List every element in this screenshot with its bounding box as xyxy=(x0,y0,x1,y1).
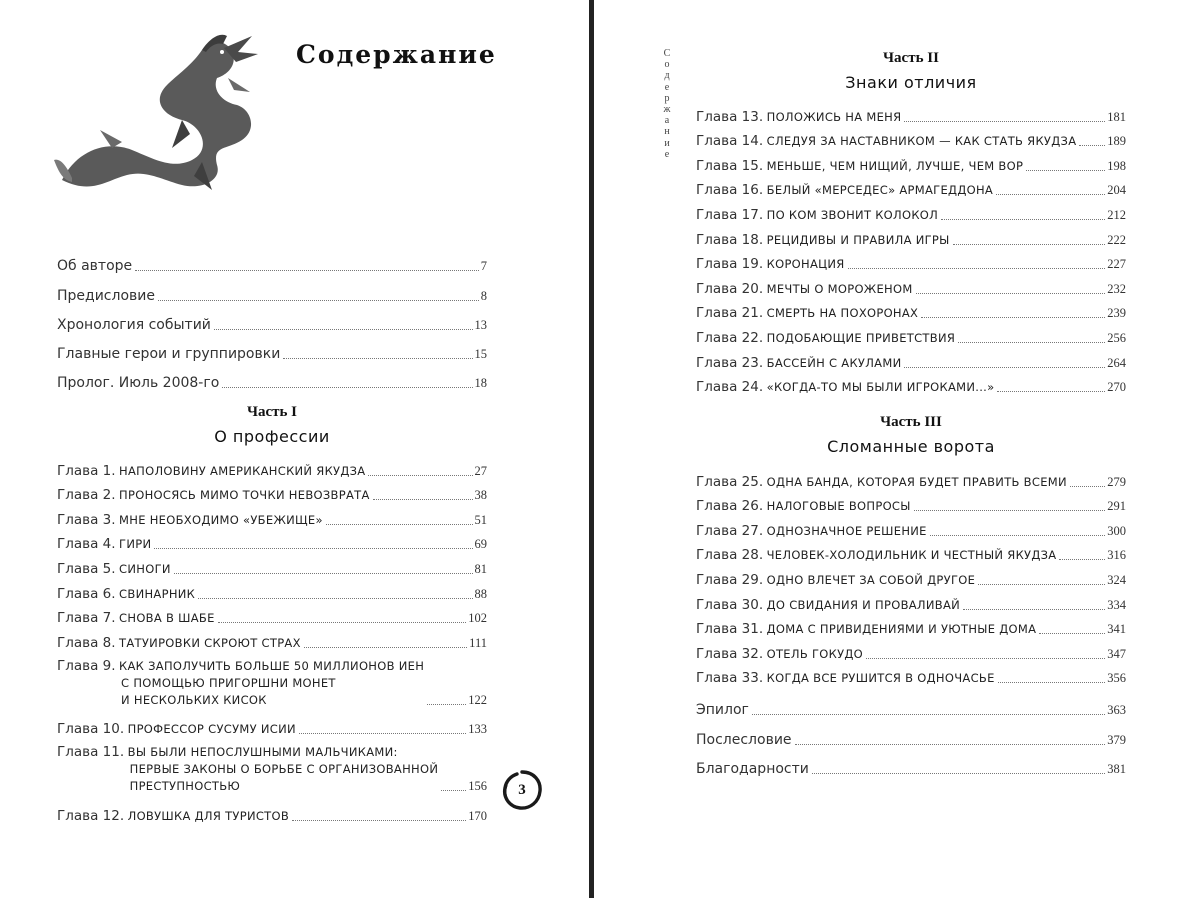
toc-entry[interactable] xyxy=(696,719,1126,748)
running-header-letter: С xyxy=(663,48,671,59)
chapter-page: 88 xyxy=(474,586,487,601)
chapter-number: Глава 32. xyxy=(696,645,764,662)
chapter-title: СМЕРТЬ НА ПОХОРОНАХ xyxy=(766,306,919,321)
chapter-entry[interactable] xyxy=(57,480,487,505)
entry-page: 379 xyxy=(1107,732,1126,747)
chapter-page: 189 xyxy=(1107,134,1126,149)
leader-dots xyxy=(1039,633,1105,634)
chapter-entry[interactable] xyxy=(57,504,487,529)
leader-dots xyxy=(1070,486,1105,487)
leader-dots xyxy=(866,658,1105,659)
chapter-title: «КОГДА-ТО МЫ БЫЛИ ИГРОКАМИ...» xyxy=(766,380,995,395)
running-header-letter: е xyxy=(664,148,670,160)
chapter-title: ЛОВУШКА ДЛЯ ТУРИСТОВ xyxy=(127,808,290,823)
chapter-page: 270 xyxy=(1107,380,1126,395)
chapter-entry[interactable] xyxy=(57,578,487,603)
running-header-letter: р xyxy=(664,92,670,104)
toc-entry[interactable] xyxy=(696,690,1126,719)
chapter-page: 279 xyxy=(1107,474,1126,489)
chapter-number: Глава 24. xyxy=(696,379,764,396)
chapter-title: ОДНОЗНАЧНОЕ РЕШЕНИЕ xyxy=(766,523,927,538)
leader-dots xyxy=(941,219,1105,220)
chapter-title: СВИНАРНИК xyxy=(119,586,196,601)
chapter-number: Глава 16. xyxy=(696,182,764,199)
chapter-page: 102 xyxy=(468,611,487,626)
leader-dots xyxy=(795,744,1106,745)
chapter-page: 347 xyxy=(1107,646,1126,661)
chapter-entry[interactable] xyxy=(57,553,487,578)
part-title: О профессии xyxy=(214,427,330,446)
chapter-page: 232 xyxy=(1107,281,1126,296)
chapter-number: Глава 12. xyxy=(57,807,125,824)
entry-title: Предисловие xyxy=(57,287,155,304)
entry-title: Пролог. Июль 2008-го xyxy=(57,375,220,392)
chapter-entry[interactable] xyxy=(696,663,1126,688)
chapter-entry[interactable] xyxy=(57,738,487,795)
running-header-letter: д xyxy=(664,70,670,82)
leader-dots xyxy=(958,342,1105,343)
leader-dots xyxy=(368,475,472,476)
leader-dots xyxy=(978,584,1105,585)
chapter-entry[interactable] xyxy=(696,126,1126,151)
entry-page: 8 xyxy=(480,288,487,303)
entry-page: 18 xyxy=(474,376,487,391)
chapter-page: 212 xyxy=(1107,207,1126,222)
chapter-number: Глава 23. xyxy=(696,354,764,371)
chapter-title: ОТЕЛЬ ГОКУДО xyxy=(766,646,864,661)
chapter-page: 181 xyxy=(1107,109,1126,124)
leader-dots xyxy=(214,329,473,330)
chapter-title xyxy=(128,744,439,795)
chapter-entry[interactable] xyxy=(57,603,487,628)
part-3-heading xyxy=(696,414,1126,456)
chapter-number: Глава 22. xyxy=(696,329,764,346)
toc-entry[interactable] xyxy=(57,334,487,363)
chapter-title: МЕЧТЫ О МОРОЖЕНОМ xyxy=(766,281,913,296)
toc-entry[interactable] xyxy=(57,305,487,334)
part-2-heading xyxy=(696,50,1126,92)
toc-entry[interactable] xyxy=(57,246,487,275)
chapter-entry[interactable] xyxy=(696,273,1126,298)
chapter-page: 264 xyxy=(1107,355,1126,370)
chapter-entry[interactable] xyxy=(696,540,1126,565)
chapter-entry[interactable] xyxy=(57,529,487,554)
chapter-title: ПОЛОЖИСЬ НА МЕНЯ xyxy=(766,109,902,124)
chapter-page: 300 xyxy=(1107,523,1126,538)
chapter-entry[interactable] xyxy=(696,589,1126,614)
chapter-page: 51 xyxy=(474,512,487,527)
chapter-entry[interactable] xyxy=(696,347,1126,372)
leader-dots xyxy=(158,300,479,301)
chapter-number: Глава 31. xyxy=(696,621,764,638)
leader-dots xyxy=(174,573,473,574)
chapter-number: Глава 27. xyxy=(696,522,764,539)
chapter-title: КОРОНАЦИЯ xyxy=(766,257,845,272)
entry-title: Благодарности xyxy=(696,760,809,777)
entry-title: Послесловие xyxy=(696,731,792,748)
leader-dots xyxy=(135,270,479,271)
leader-dots xyxy=(373,499,473,500)
chapter-page: 111 xyxy=(469,635,487,650)
chapter-number: Глава 29. xyxy=(696,571,764,588)
part-1-heading xyxy=(57,404,487,446)
chapter-title: ЧЕЛОВЕК-ХОЛОДИЛЬНИК И ЧЕСТНЫЙ ЯКУДЗА xyxy=(766,548,1057,563)
entry-title: Эпилог xyxy=(696,702,749,719)
chapter-title: СНОВА В ШАБЕ xyxy=(119,611,215,626)
chapter-number: Глава 19. xyxy=(696,256,764,273)
chapter-title: ОДНО ВЛЕЧЕТ ЗА СОБОЙ ДРУГОЕ xyxy=(766,572,976,587)
running-header-letter: и xyxy=(664,137,670,149)
chapter-page: 122 xyxy=(468,692,487,707)
chapter-number: Глава 10. xyxy=(57,721,125,738)
entry-title: Хронология событий xyxy=(57,316,211,333)
chapter-entry[interactable] xyxy=(696,150,1126,175)
chapter-title: ДО СВИДАНИЯ И ПРОВАЛИВАЙ xyxy=(766,597,961,612)
chapter-number: Глава 1. xyxy=(57,462,116,479)
chapter-title-line: С ПОМОЩЬЮ ПРИГОРШНИ МОНЕТ xyxy=(121,675,336,690)
chapter-entry[interactable] xyxy=(696,614,1126,639)
leader-dots xyxy=(1059,559,1105,560)
leader-dots xyxy=(848,268,1106,269)
chapter-page: 256 xyxy=(1107,330,1126,345)
chapter-title: ДОМА С ПРИВИДЕНИЯМИ И УЮТНЫЕ ДОМА xyxy=(766,622,1037,637)
leader-dots xyxy=(904,367,1105,368)
leader-dots xyxy=(998,682,1106,683)
chapter-entry[interactable] xyxy=(696,372,1126,397)
leader-dots xyxy=(154,548,472,549)
part-2-chapter-list xyxy=(696,101,1126,396)
leader-dots xyxy=(916,293,1106,294)
chapter-title: МНЕ НЕОБХОДИМО «УБЕЖИЩЕ» xyxy=(119,512,323,527)
running-header-letter: ж xyxy=(663,104,671,116)
chapter-number: Глава 18. xyxy=(696,231,764,248)
chapter-entry[interactable] xyxy=(696,638,1126,663)
leader-dots xyxy=(996,194,1105,195)
entry-title: Главные герои и группировки xyxy=(57,346,281,363)
chapter-title: ПРОНОСЯСЬ МИМО ТОЧКИ НЕВОЗВРАТА xyxy=(119,488,370,503)
chapter-page: 356 xyxy=(1107,671,1126,686)
chapter-title: ОДНА БАНДА, КОТОРАЯ БУДЕТ ПРАВИТЬ ВСЕМИ xyxy=(766,474,1067,489)
chapter-number: Глава 5. xyxy=(57,560,116,577)
chapter-title: НАЛОГОВЫЕ ВОПРОСЫ xyxy=(766,499,911,514)
leader-dots xyxy=(812,773,1105,774)
part-title: Знаки отличия xyxy=(845,73,977,92)
chapter-page: 204 xyxy=(1107,183,1126,198)
chapter-number: Глава 7. xyxy=(57,610,116,627)
running-header-letter: а xyxy=(664,115,670,127)
chapter-title: СИНОГИ xyxy=(119,561,171,576)
part-title: Сломанные ворота xyxy=(827,437,995,456)
chapter-number: Глава 14. xyxy=(696,133,764,150)
chapter-title: БЕЛЫЙ «МЕРСЕДЕС» АРМАГЕДДОНА xyxy=(766,183,994,198)
leader-dots xyxy=(304,647,467,648)
chapter-title: РЕЦИДИВЫ И ПРАВИЛА ИГРЫ xyxy=(766,232,950,247)
chapter-title-line: ВЫ БЫЛИ НЕПОСЛУШНЫМИ МАЛЬЧИКАМИ: xyxy=(127,745,398,760)
chapter-number: Глава 21. xyxy=(696,305,764,322)
chapter-number: Глава 17. xyxy=(696,206,764,223)
chapter-title: НАПОЛОВИНУ АМЕРИКАНСКИЙ ЯКУДЗА xyxy=(119,463,366,478)
chapter-page: 316 xyxy=(1107,548,1126,563)
leader-dots xyxy=(283,358,472,359)
entry-page: 15 xyxy=(474,347,487,362)
toc-entry[interactable] xyxy=(57,275,487,304)
chapter-entry[interactable] xyxy=(696,322,1126,347)
left-page xyxy=(0,0,590,898)
chapter-title: ТАТУИРОВКИ СКРОЮТ СТРАХ xyxy=(119,635,301,650)
leader-dots xyxy=(752,714,1105,715)
running-header-letter: е xyxy=(664,81,670,93)
chapter-number: Глава 8. xyxy=(57,634,116,651)
chapter-number: Глава 11. xyxy=(57,744,125,761)
chapter-number: Глава 4. xyxy=(57,536,116,553)
entry-page: 13 xyxy=(474,317,487,332)
dragon-illustration xyxy=(52,30,267,200)
chapter-title-line: КАК ЗАПОЛУЧИТЬ БОЛЬШЕ 50 МИЛЛИОНОВ ИЕН xyxy=(119,658,425,673)
leader-dots xyxy=(441,790,466,791)
chapter-title-line: И НЕСКОЛЬКИХ КИСОК xyxy=(121,692,267,707)
leader-dots xyxy=(930,535,1106,536)
part-1-chapter-list xyxy=(57,455,487,825)
leader-dots xyxy=(914,510,1106,511)
chapter-title-line: ПЕРВЫЕ ЗАКОНЫ О БОРЬБЕ С ОРГАНИЗОВАННОЙ xyxy=(129,762,439,777)
leader-dots xyxy=(292,820,466,821)
chapter-entry[interactable] xyxy=(696,175,1126,200)
part-label: Часть II xyxy=(883,50,939,66)
page-title: Содержание xyxy=(296,40,497,69)
chapter-page: 69 xyxy=(474,537,487,552)
chapter-title: КОГДА ВСЕ РУШИТСЯ В ОДНОЧАСЬЕ xyxy=(766,671,995,686)
running-header-letter: н xyxy=(664,126,670,138)
chapter-entry[interactable] xyxy=(696,491,1126,516)
chapter-number: Глава 15. xyxy=(696,157,764,174)
chapter-entry[interactable] xyxy=(57,627,487,652)
chapter-number: Глава 3. xyxy=(57,511,116,528)
running-header xyxy=(660,48,674,160)
entry-page: 363 xyxy=(1107,703,1126,718)
leader-dots xyxy=(904,121,1105,122)
chapter-number: Глава 9. xyxy=(57,657,116,674)
chapter-title: ПОДОБАЮЩИЕ ПРИВЕТСТВИЯ xyxy=(766,330,956,345)
chapter-entry[interactable] xyxy=(696,564,1126,589)
entry-page: 381 xyxy=(1107,761,1126,776)
leader-dots xyxy=(427,704,466,705)
part-3-chapter-list xyxy=(696,466,1126,687)
leader-dots xyxy=(198,598,472,599)
chapter-entry[interactable] xyxy=(57,652,487,709)
chapter-title: БАССЕЙН С АКУЛАМИ xyxy=(766,355,902,370)
chapter-title xyxy=(119,658,424,709)
leader-dots xyxy=(299,733,466,734)
chapter-page: 324 xyxy=(1107,572,1126,587)
chapter-title: ГИРИ xyxy=(119,537,152,552)
chapter-page: 198 xyxy=(1107,158,1126,173)
toc-entry[interactable] xyxy=(696,749,1126,778)
chapter-page: 222 xyxy=(1107,232,1126,247)
leader-dots xyxy=(1079,145,1105,146)
chapter-entry[interactable] xyxy=(696,249,1126,274)
toc-entry[interactable] xyxy=(57,363,487,392)
chapter-entry[interactable] xyxy=(57,800,487,825)
chapter-number: Глава 6. xyxy=(57,585,116,602)
entry-page: 7 xyxy=(480,259,487,274)
leader-dots xyxy=(997,391,1105,392)
part-label: Часть III xyxy=(880,414,942,430)
chapter-title-line: ПРЕСТУПНОСТЬЮ xyxy=(129,779,241,794)
chapter-page: 334 xyxy=(1107,597,1126,612)
chapter-number: Глава 25. xyxy=(696,473,764,490)
chapter-number: Глава 20. xyxy=(696,280,764,297)
chapter-page: 227 xyxy=(1107,257,1126,272)
leader-dots xyxy=(921,317,1105,318)
chapter-page: 341 xyxy=(1107,622,1126,637)
back-matter-list xyxy=(696,690,1126,778)
chapter-entry[interactable] xyxy=(696,515,1126,540)
chapter-number: Глава 30. xyxy=(696,596,764,613)
leader-dots xyxy=(222,387,472,388)
chapter-entry[interactable] xyxy=(696,466,1126,491)
leader-dots xyxy=(963,609,1105,610)
chapter-entry[interactable] xyxy=(696,224,1126,249)
chapter-number: Глава 2. xyxy=(57,487,116,504)
chapter-page: 291 xyxy=(1107,499,1126,514)
chapter-page: 38 xyxy=(474,488,487,503)
chapter-entry[interactable] xyxy=(696,199,1126,224)
chapter-title: ПРОФЕССОР СУСУМУ ИСИИ xyxy=(127,722,296,737)
chapter-number: Глава 28. xyxy=(696,547,764,564)
chapter-page: 239 xyxy=(1107,306,1126,321)
running-header-letter: о xyxy=(664,59,670,71)
chapter-page: 81 xyxy=(474,561,487,576)
leader-dots xyxy=(218,622,467,623)
chapter-entry[interactable] xyxy=(57,714,487,739)
chapter-title: СЛЕДУЯ ЗА НАСТАВНИКОМ — КАК СТАТЬ ЯКУДЗА xyxy=(766,134,1077,149)
chapter-number: Глава 26. xyxy=(696,498,764,515)
leader-dots xyxy=(953,244,1106,245)
chapter-page: 27 xyxy=(474,463,487,478)
leader-dots xyxy=(326,524,473,525)
chapter-entry[interactable] xyxy=(57,455,487,480)
chapter-page: 133 xyxy=(468,722,487,737)
chapter-entry[interactable] xyxy=(696,298,1126,323)
chapter-number: Глава 33. xyxy=(696,670,764,687)
chapter-title: ПО КОМ ЗВОНИТ КОЛОКОЛ xyxy=(766,207,939,222)
chapter-page: 170 xyxy=(468,808,487,823)
chapter-title: МЕНЬШЕ, ЧЕМ НИЩИЙ, ЛУЧШЕ, ЧЕМ ВОР xyxy=(766,158,1024,173)
leader-dots xyxy=(1026,170,1105,171)
page-number: 3 xyxy=(518,782,526,798)
chapter-page: 156 xyxy=(468,779,487,794)
entry-title: Об авторе xyxy=(57,258,133,275)
front-matter-list xyxy=(57,246,487,392)
chapter-entry[interactable] xyxy=(696,101,1126,126)
chapter-number: Глава 13. xyxy=(696,108,764,125)
part-label: Часть I xyxy=(246,404,298,420)
